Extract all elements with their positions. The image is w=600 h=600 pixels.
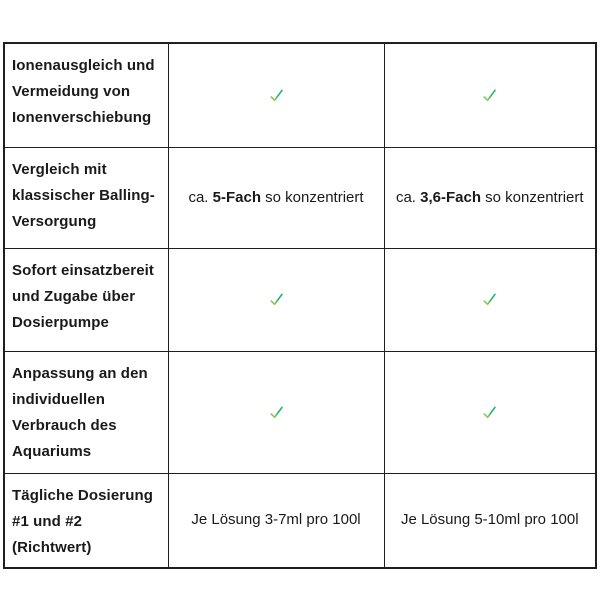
check-icon [268,291,285,308]
value-text: ca. 3,6-Fach so konzentriert [395,188,584,206]
feature-label: Vergleich mit klassischer Balling-Versorgung [4,147,168,248]
value-cell [168,248,384,351]
value-text: Je Lösung 5-10ml pro 100l [400,511,579,528]
value-cell [384,248,596,351]
table-row [4,248,596,351]
value-text: Je Lösung 3-7ml pro 100l [191,511,361,528]
feature-label: Sofort einsatzbereit und Zugabe über Dosierpumpe [4,248,168,351]
value-text: ca. 5-Fach so konzentriert [188,188,364,206]
table-row [4,147,596,248]
table-row [4,473,596,568]
value-cell [384,473,596,568]
value-cell [168,43,384,147]
feature-label: Anpassung an den individuellen Verbrauch des Aquariums [4,351,168,473]
value-cell [168,351,384,473]
value-cell [168,473,384,568]
table-row [4,351,596,473]
feature-label: Ionenausgleich und Vermeidung von Ionenverschiebung [4,43,168,147]
check-icon [481,291,498,308]
comparison-table [3,42,597,569]
table-row [4,43,596,147]
check-icon [268,87,285,104]
check-icon [268,404,285,421]
feature-label: Tägliche Dosierung #1 und #2 (Richtwert) [4,473,168,568]
value-cell [384,147,596,248]
check-icon [481,87,498,104]
value-cell [168,147,384,248]
value-cell [384,43,596,147]
check-icon [481,404,498,421]
value-cell [384,351,596,473]
